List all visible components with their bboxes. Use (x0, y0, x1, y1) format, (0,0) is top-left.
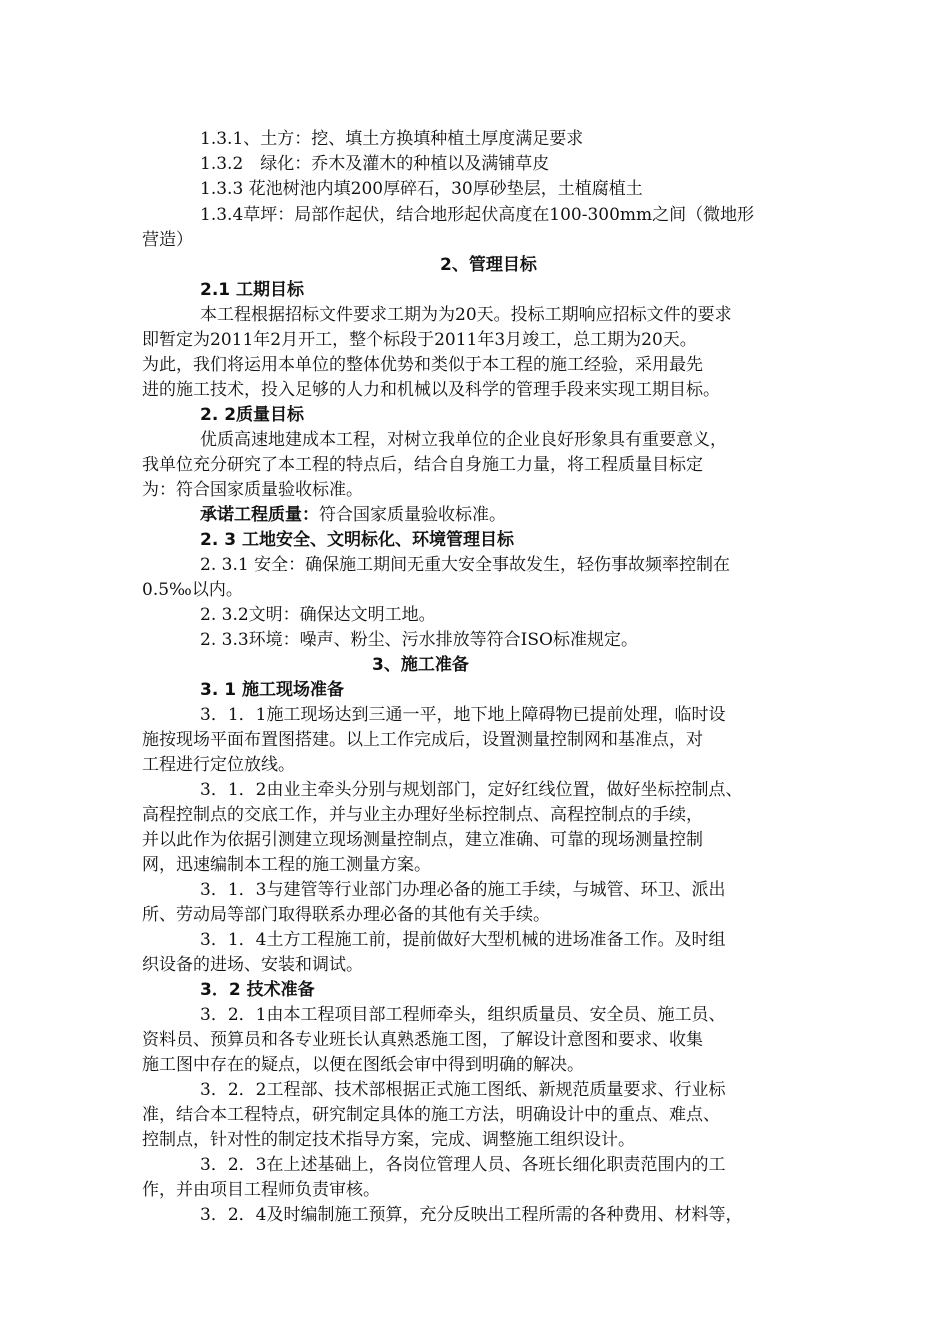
section-heading: 2、管理目标 (440, 255, 537, 275)
subsection-heading: 2. 2质量目标 (200, 405, 305, 425)
text-line (200, 503, 506, 527)
subsection-heading: 3. 1 施工现场准备 (200, 680, 344, 700)
text-line: 资料员、预算员和各专业班长认真熟悉施工图，了解设计意图和要求、收集 (142, 1030, 703, 1050)
text-line: 1.3.2 绿化：乔木及灌木的种植以及满铺草皮 (200, 154, 550, 174)
text-line: 3．2．3在上述基础上，各岗位管理人员、各班长细化职责范围内的工 (200, 1155, 726, 1175)
text-line: 织设备的进场、安装和调试。 (142, 955, 363, 975)
text-line: 3．1．1施工现场达到三通一平，地下地上障碍物已提前处理，临时设 (200, 705, 726, 725)
subsection-heading: 3．2 技术准备 (200, 980, 315, 1000)
text-line: 施工图中存在的疑点，以便在图纸会审中得到明确的解决。 (142, 1055, 584, 1075)
text-line: 1.3.3 花池树池内填200厚碎石，30厚砂垫层，土植腐植土 (200, 179, 643, 199)
text-line: 工程进行定位放线。 (142, 755, 295, 775)
subsection-heading: 2.1 工期目标 (200, 280, 305, 300)
text-line: 为此，我们将运用本单位的整体优势和类似于本工程的施工经验，采用最先 (142, 355, 703, 375)
text-line: 3．2．2工程部、技术部根据正式施工图纸、新规范质量要求、行业标 (200, 1080, 726, 1100)
label-value: 符合国家质量验收标准。 (319, 505, 506, 525)
text-line: 3．1．4土方工程施工前，提前做好大型机械的进场准备工作。及时组 (200, 930, 726, 950)
subsection-heading: 2. 3 工地安全、文明标化、环境管理目标 (200, 530, 514, 550)
text-line: 进的施工技术，投入足够的人力和机械以及科学的管理手段来实现工期目标。 (142, 380, 720, 400)
text-line: 3．1．2由业主牵头分别与规划部门，定好红线位置，做好坐标控制点、 (200, 780, 743, 800)
text-line: 高程控制点的交底工作，并与业主办理好坐标控制点、高程控制点的手续， (142, 805, 703, 825)
text-line: 作，并由项目工程师负责审核。 (142, 1180, 380, 1200)
bold-label: 承诺工程质量： (200, 505, 319, 525)
text-line: 并以此作为依据引测建立现场测量控制点，建立准确、可靠的现场测量控制 (142, 830, 703, 850)
text-line: 3．2．4及时编制施工预算，充分反映出工程所需的各种费用、材料等， (200, 1205, 743, 1225)
text-line: 即暂定为2011年2月开工，整个标段于2011年3月竣工，总工期为20天。 (142, 330, 697, 350)
text-line: 所、劳动局等部门取得联系办理必备的其他有关手续。 (142, 905, 550, 925)
section-heading: 3、施工准备 (372, 655, 469, 675)
text-line: 3．1．3与建管等行业部门办理必备的施工手续，与城管、环卫、派出 (200, 880, 726, 900)
text-line: 2. 3.1 安全：确保施工期间无重大安全事故发生，轻伤事故频率控制在 (200, 555, 731, 575)
text-line: 优质高速地建成本工程，对树立我单位的企业良好形象具有重要意义， (200, 430, 727, 450)
text-line: 准，结合本工程特点，研究制定具体的施工方法，明确设计中的重点、难点、 (142, 1105, 720, 1125)
text-line: 网，迅速编制本工程的施工测量方案。 (142, 855, 431, 875)
text-line: 本工程根据招标文件要求工期为为20天。投标工期响应招标文件的要求 (200, 305, 732, 325)
text-line: 0.5‰以内。 (142, 580, 243, 600)
text-line: 1.3.1、土方：挖、填土方换填种植土厚度满足要求 (200, 129, 584, 149)
text-line: 控制点，针对性的制定技术指导方案，完成、调整施工组织设计。 (142, 1130, 635, 1150)
text-line: 2. 3.2文明：确保达文明工地。 (200, 605, 436, 625)
text-line: 施按现场平面布置图搭建。以上工作完成后，设置测量控制网和基准点，对 (142, 730, 703, 750)
text-line: 1.3.4草坪：局部作起伏，结合地形起伏高度在100-300mm之间（微地形 (200, 205, 755, 225)
text-line: 3．2．1由本工程项目部工程师牵头，组织质量员、安全员、施工员、 (200, 1005, 726, 1025)
text-line: 我单位充分研究了本工程的特点后，结合自身施工力量，将工程质量目标定 (142, 455, 703, 475)
text-line: 为：符合国家质量验收标准。 (142, 480, 363, 500)
text-line: 营造） (142, 230, 193, 250)
text-line: 2. 3.3环境：噪声、粉尘、污水排放等符合ISO标准规定。 (200, 630, 638, 650)
